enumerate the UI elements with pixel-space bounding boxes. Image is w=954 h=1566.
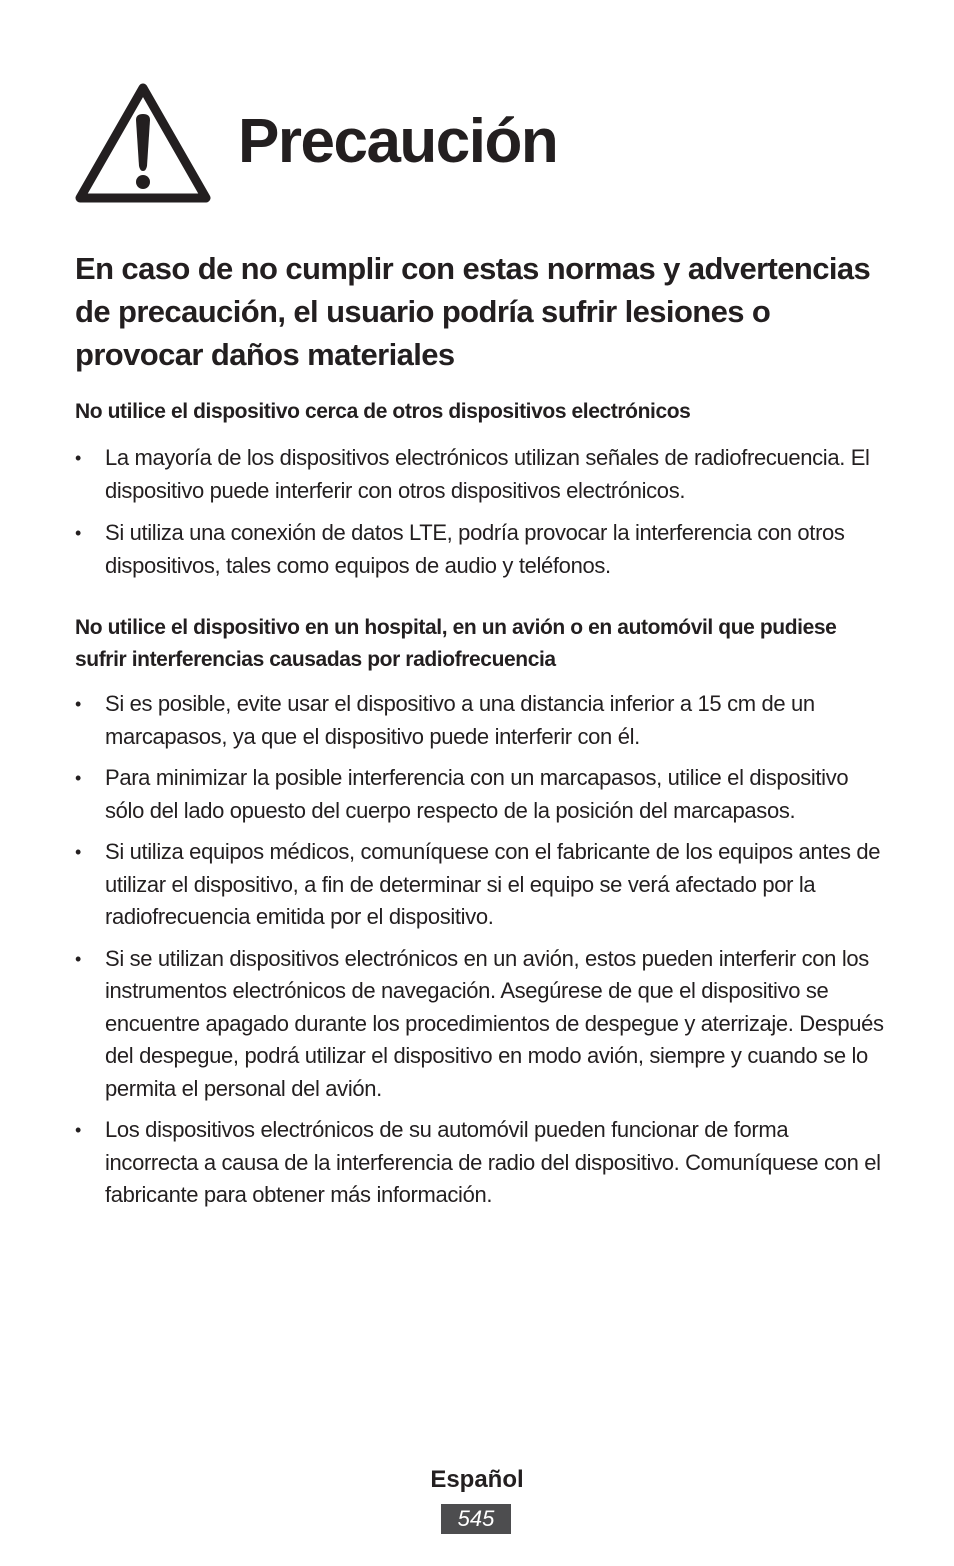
list-item — [75, 1114, 885, 1212]
section-hospital-airplane-car — [75, 612, 885, 1212]
list-item — [75, 688, 885, 753]
list-item-text: La mayoría de los dispositivos electrónicos utilizan señales de radiofrecuencia. El dispositivo puede interferir con otros dispositivos electrónicos. — [105, 445, 870, 503]
warning-triangle-icon — [74, 80, 212, 204]
section-electronic-devices — [75, 396, 885, 582]
page-header — [74, 80, 212, 204]
content — [75, 396, 885, 1221]
list-item-text: Si es posible, evite usar el dispositivo a una distancia inferior a 15 cm de un marcapasos, ya que el dispositivo puede interferir con él. — [105, 691, 815, 749]
section-heading: No utilice el dispositivo en un hospital, en un avión o en automóvil que pudiese sufrir interferencias causadas por radiofrecuencia — [75, 616, 837, 671]
list-item — [75, 836, 885, 934]
bullet-marker: • — [75, 768, 81, 788]
bullet-marker: • — [75, 523, 81, 543]
footer-language: Español — [430, 1466, 524, 1493]
page-title: Precaución — [238, 107, 558, 176]
bullet-list — [75, 688, 885, 1212]
list-item — [75, 943, 885, 1106]
bullet-marker: • — [75, 1120, 81, 1140]
section-heading: No utilice el dispositivo cerca de otros dispositivos electrónicos — [75, 400, 691, 423]
bullet-marker: • — [75, 842, 81, 862]
list-item — [75, 442, 885, 507]
intro-heading: En caso de no cumplir con estas normas y advertencias de precaución, el usuario podría sufrir lesiones o provocar daños materiales — [75, 251, 871, 372]
list-item-text: Los dispositivos electrónicos de su automóvil pueden funcionar de forma incorrecta a causa de la interferencia de radio del dispositivo. Comuníquese con el fabricante para obtener más información. — [105, 1117, 881, 1207]
bullet-list — [75, 442, 885, 582]
list-item — [75, 762, 885, 827]
list-item-text: Para minimizar la posible interferencia con un marcapasos, utilice el dispositivo sólo del lado opuesto del cuerpo respecto de la posición del marcapasos. — [105, 765, 849, 823]
list-item-text: Si utiliza una conexión de datos LTE, podría provocar la interferencia con otros dispositivos, tales como equipos de audio y teléfonos. — [105, 520, 845, 578]
bullet-marker: • — [75, 948, 81, 969]
list-item — [75, 517, 885, 582]
page-number: 545 — [441, 1504, 511, 1534]
list-item-text: Si se utilizan dispositivos electrónicos en un avión, estos pueden interferir con los instrumentos electrónicos de navegación. Asegúrese de que el dispositivo se encuentre apagado durante los procedimientos de despegue y aterrizaje. Después del despegue, podrá utilizar el dispositivo en modo avión, siempre y cuando se lo permita el personal del avión. — [105, 945, 884, 1101]
bullet-marker: • — [75, 448, 81, 468]
bullet-marker: • — [75, 694, 81, 714]
list-item-text: Si utiliza equipos médicos, comuníquese con el fabricante de los equipos antes de utilizar el dispositivo, a fin de determinar si el equipo se verá afectado por la radiofrecuencia emitida por el dispositivo. — [105, 839, 881, 929]
